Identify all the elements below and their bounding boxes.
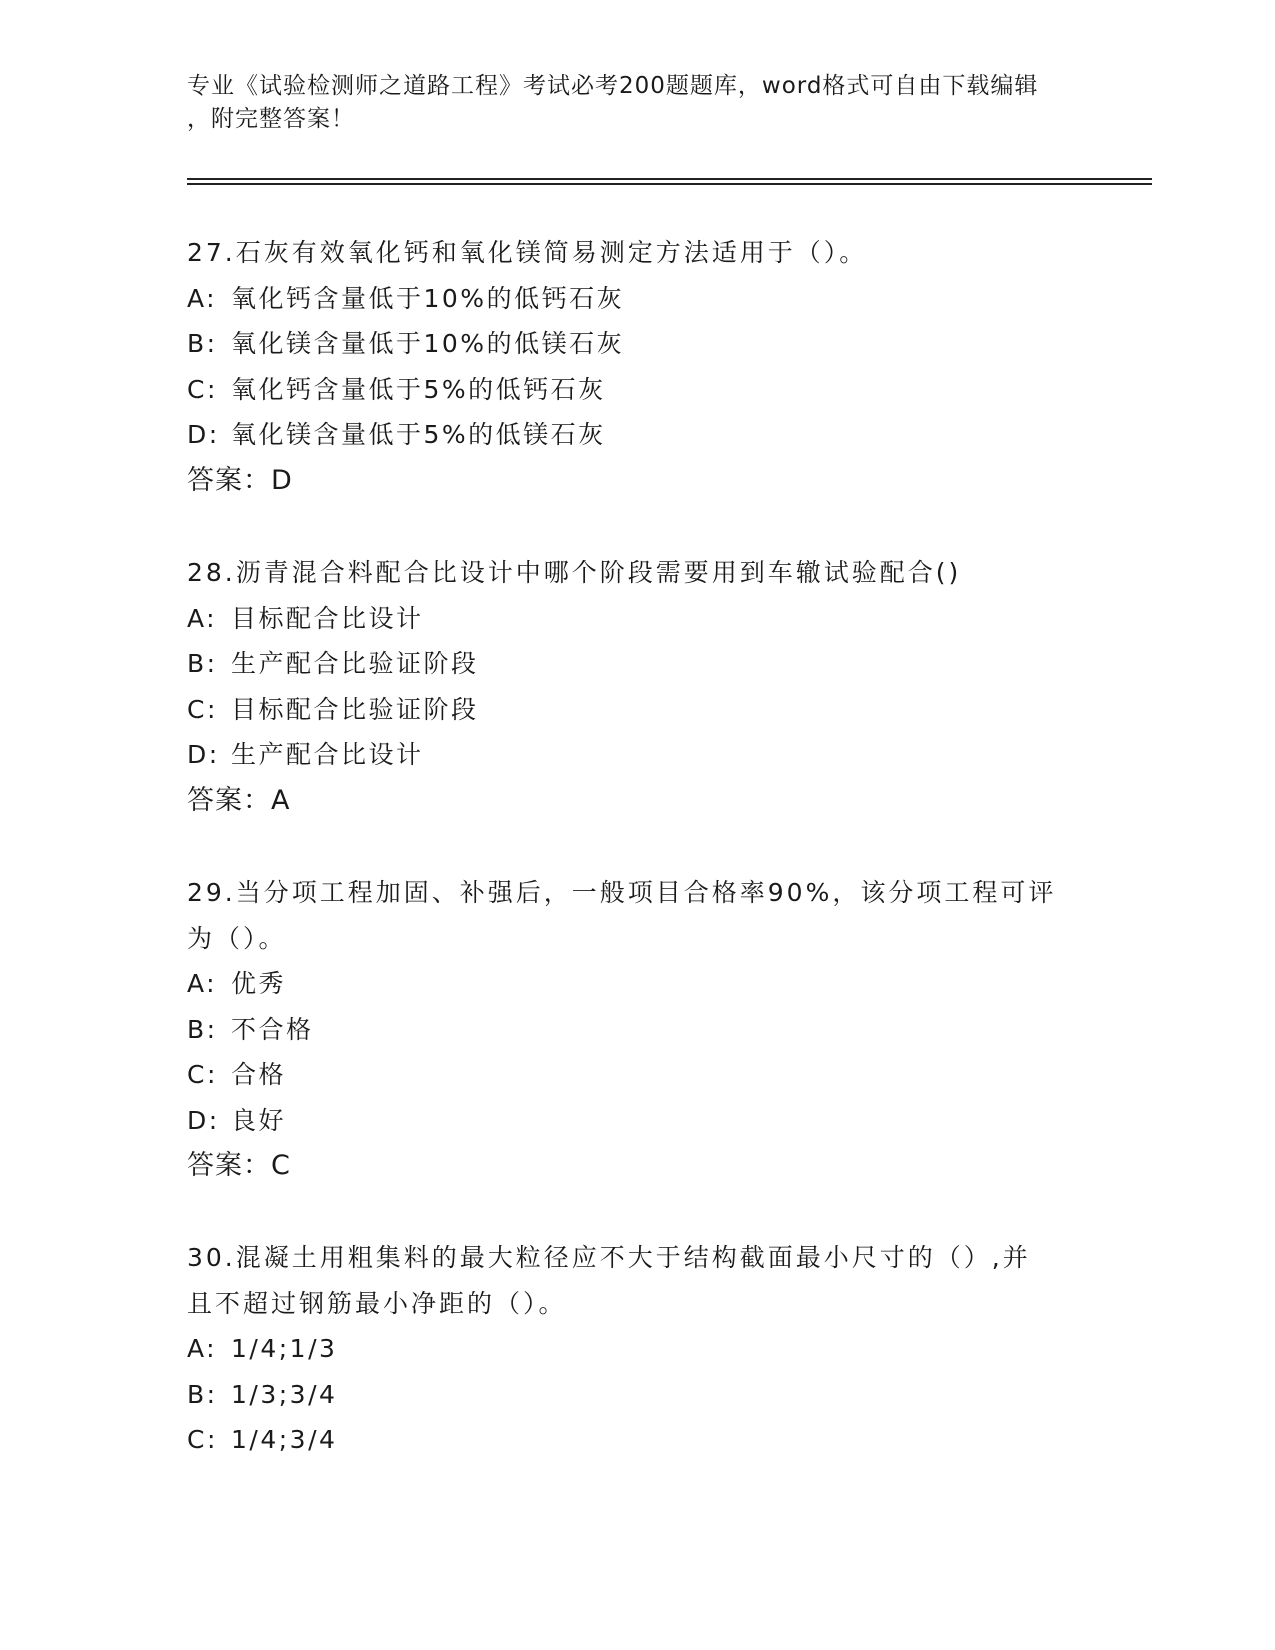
option-text: 1/4;1/3 [231,1334,338,1363]
option-text: 优秀 [231,969,287,998]
stem-line: 29.当分项工程加固、补强后，一般项目合格率90%，该分项工程可评 [187,878,1057,907]
option-b [187,321,1087,367]
option-a [187,276,1087,322]
option-letter: A: [187,969,218,998]
question-27 [187,230,1087,503]
option-text: 氧化镁含量低于10%的低镁石灰 [231,329,625,358]
stem-line: 27.石灰有效氧化钙和氧化镁简易测定方法适用于（）。 [187,238,868,267]
option-letter: C: [187,1060,218,1089]
option-letter: D: [187,740,220,769]
option-a [187,1326,1087,1372]
option-c [187,1417,1087,1463]
header-rule-top [187,178,1152,180]
question-stem [187,230,1087,276]
option-letter: D: [187,420,220,449]
document-header [187,70,1067,136]
answer-line: 答案：D [187,464,293,496]
question-28 [187,550,1087,823]
stem-line: 30.混凝土用粗集料的最大粒径应不大于结构截面最小尺寸的（）,并 [187,1243,1031,1272]
header-line-1: 专业《试验检测师之道路工程》考试必考200题题库，word格式可自由下载编辑 [187,73,1039,99]
question-stem [187,1235,1087,1326]
option-text: 目标配合比验证阶段 [231,694,479,724]
stem-line: 28.沥青混合料配合比设计中哪个阶段需要用到车辙试验配合() [187,558,962,587]
option-d [187,1098,1087,1144]
option-letter: B: [187,329,218,358]
option-text: 良好 [231,1105,287,1135]
option-letter: A: [187,603,218,633]
option-d [187,412,1087,458]
option-letter: B: [187,1014,218,1044]
question-stem [187,870,1087,961]
option-letter: C: [187,1425,218,1454]
option-text: 目标配合比设计 [231,603,424,633]
stem-line: 为（）。 [187,923,287,953]
option-letter: C: [187,694,218,724]
option-d [187,732,1087,778]
option-b [187,641,1087,687]
option-text: 氧化钙含量低于5%的低钙石灰 [231,374,606,404]
option-a [187,961,1087,1007]
question-29 [187,870,1087,1189]
option-text: 1/4;3/4 [231,1425,338,1454]
option-letter: D: [187,1105,220,1135]
question-stem [187,550,1087,596]
question-30 [187,1235,1087,1463]
option-text: 氧化钙含量低于10%的低钙石灰 [231,283,625,313]
option-a [187,596,1087,642]
header-line-2: ，附完整答案！ [187,106,355,132]
option-text: 不合格 [231,1014,314,1044]
header-rule-bottom [187,183,1152,185]
option-text: 生产配合比设计 [231,740,424,769]
option-text: 生产配合比验证阶段 [231,649,479,678]
option-text: 合格 [231,1060,287,1089]
option-b [187,1007,1087,1053]
option-letter: C: [187,374,218,404]
option-c [187,367,1087,413]
option-letter: A: [187,283,218,313]
option-text: 1/3;3/4 [231,1379,338,1409]
option-c [187,687,1087,733]
answer-line: 答案：A [187,784,291,816]
stem-line: 且不超过钢筋最小净距的（）。 [187,1288,567,1318]
option-text: 氧化镁含量低于5%的低镁石灰 [231,420,606,449]
option-letter: A: [187,1334,218,1363]
option-c [187,1052,1087,1098]
answer-line: 答案：C [187,1150,291,1181]
option-b [187,1372,1087,1418]
option-letter: B: [187,1379,218,1409]
option-letter: B: [187,649,218,678]
